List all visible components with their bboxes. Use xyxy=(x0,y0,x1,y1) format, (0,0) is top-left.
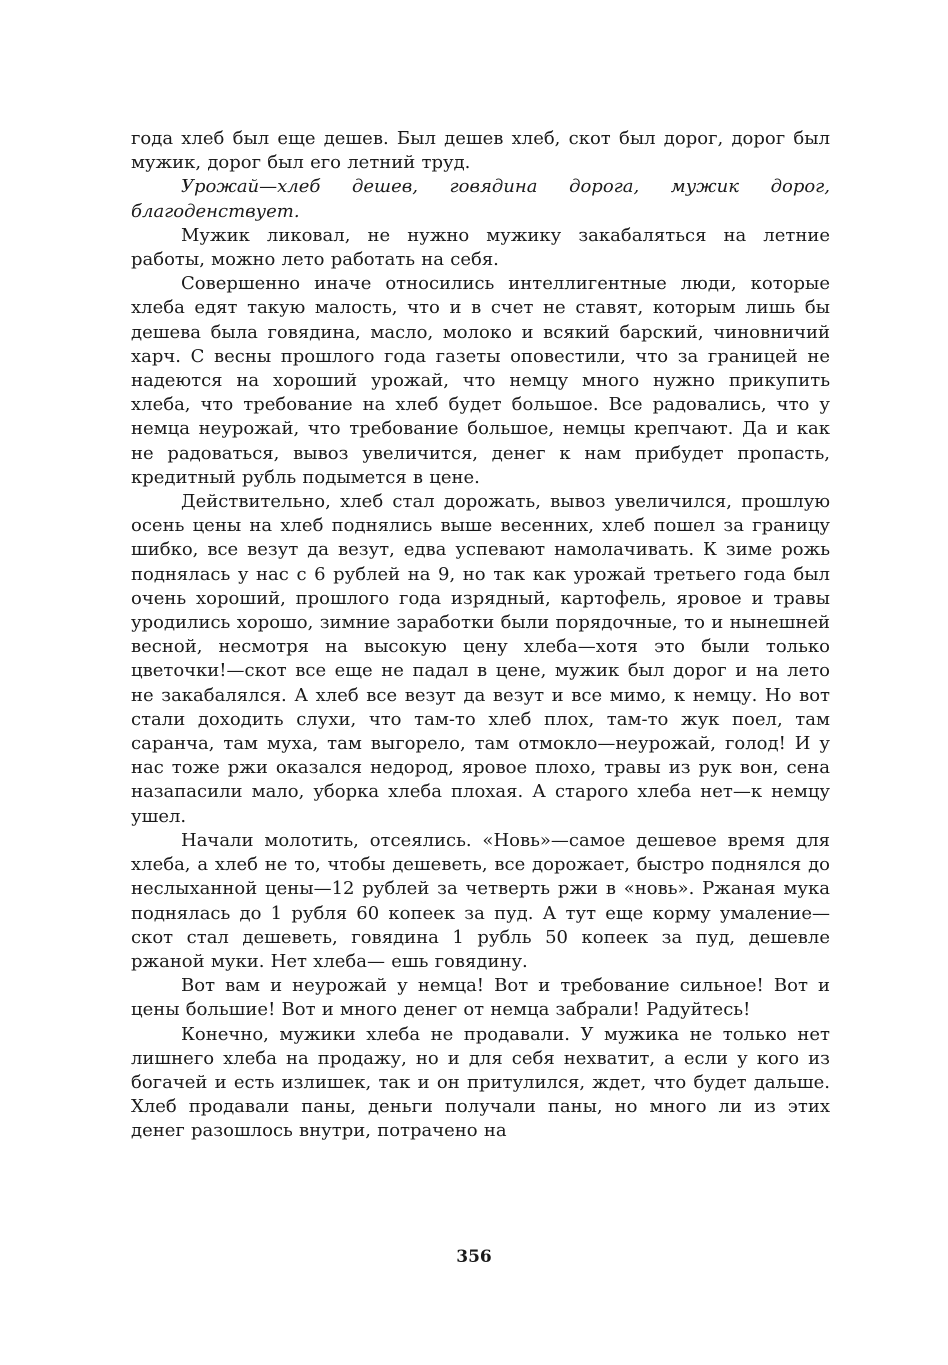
paragraph-7: Вот вам и неурожай у немца! Вот и требование сильное! Вот и цены большие! Вот и много денег от немца забрали! Радуйтесь! xyxy=(131,975,830,1021)
page-number: 356 xyxy=(456,1247,492,1267)
paragraph-2: Урожай—хлеб дешев, говядина дорога, мужик дорог, благоденствует. xyxy=(131,176,830,222)
paragraph-6: Начали молотить, отсеялись. «Новь»—самое дешевое время для хлеба, а хлеб не то, чтобы дешеветь, все дорожает, быстро поднялся до неслыханной цены—12 рублей за четверть ржи в «новь». Ржаная мука поднялась до 1 рубля 60 копеек за пуд. А тут еще корму умаление—скот стал дешеветь, говядина 1 рубль 50 копеек за пуд, дешевле ржаной муки. Нет хлеба— ешь говядину. xyxy=(131,829,830,972)
paragraph-8: Конечно, мужики хлеба не продавали. У мужика не только нет лишнего хлеба на продажу, но и для себя нехватит, а если у кого из богачей и есть излишек, так и он притулился, ждет, что будет дальше. Хлеб продавали паны, деньги получали паны, но много ли из этих денег разошлось внутри, потрачено на xyxy=(131,1023,830,1142)
paragraph-3: Мужик ликовал, не нужно мужику закабаляться на летние работы, можно лето работать на себя. xyxy=(131,224,830,271)
paragraph-5: Действительно, хлеб стал дорожать, вывоз увеличился, прошлую осень цены на хлеб поднялись выше весенних, хлеб пошел за границу шибко, все везут да везут, едва успевают намолачивать. К зиме рожь поднялась у нас с 6 рублей на 9, но так как урожай третьего года был очень хороший, прошлого года изрядный, картофель, яровое и травы уродились хорошо, зимние заработки были порядочные, то и нынешней весной, несмотря на высокую цену хлеба—хотя это были только цветочки!—скот все еще не падал в цене, мужик был дорог и на лето не закабалялся. А хлеб все везут да везут и все мимо, к немцу. Но вот стали доходить слухи, что там-то хлеб плох, там-то жук поел, там саранча, там муха, там выгорело, там отмокло—неурожай, голод! И у нас тоже ржи оказался недород, яровое плохо, травы из рук вон, сена назапасили мало, уборка хлеба плохая. А старого хлеба нет—к немцу ушел. xyxy=(131,491,830,827)
paragraph-4: Совершенно иначе относились интеллигентные люди, которые хлеба едят такую малость, что и в счет не ставят, которым лишь бы дешева была говядина, масло, молоко и всякий барский, чиновничий харч. С весны прошлого года газеты оповестили, что за границей не надеются на хороший урожай, что немцу много нужно прикупить хлеба, что требование на хлеб будет большое. Все радовались, что у немца неурожай, что требование большое, немцы крепчают. Да и как не радоваться, вывоз увеличится, денег к нам прибудет пропасть, кредитный рубль подымется в цене. xyxy=(131,273,830,488)
paragraph-1: года хлеб был еще дешев. Был дешев хлеб, скот был дорог, дорог был мужик, дорог был его летний труд. xyxy=(131,128,830,174)
page-body xyxy=(131,127,830,1144)
